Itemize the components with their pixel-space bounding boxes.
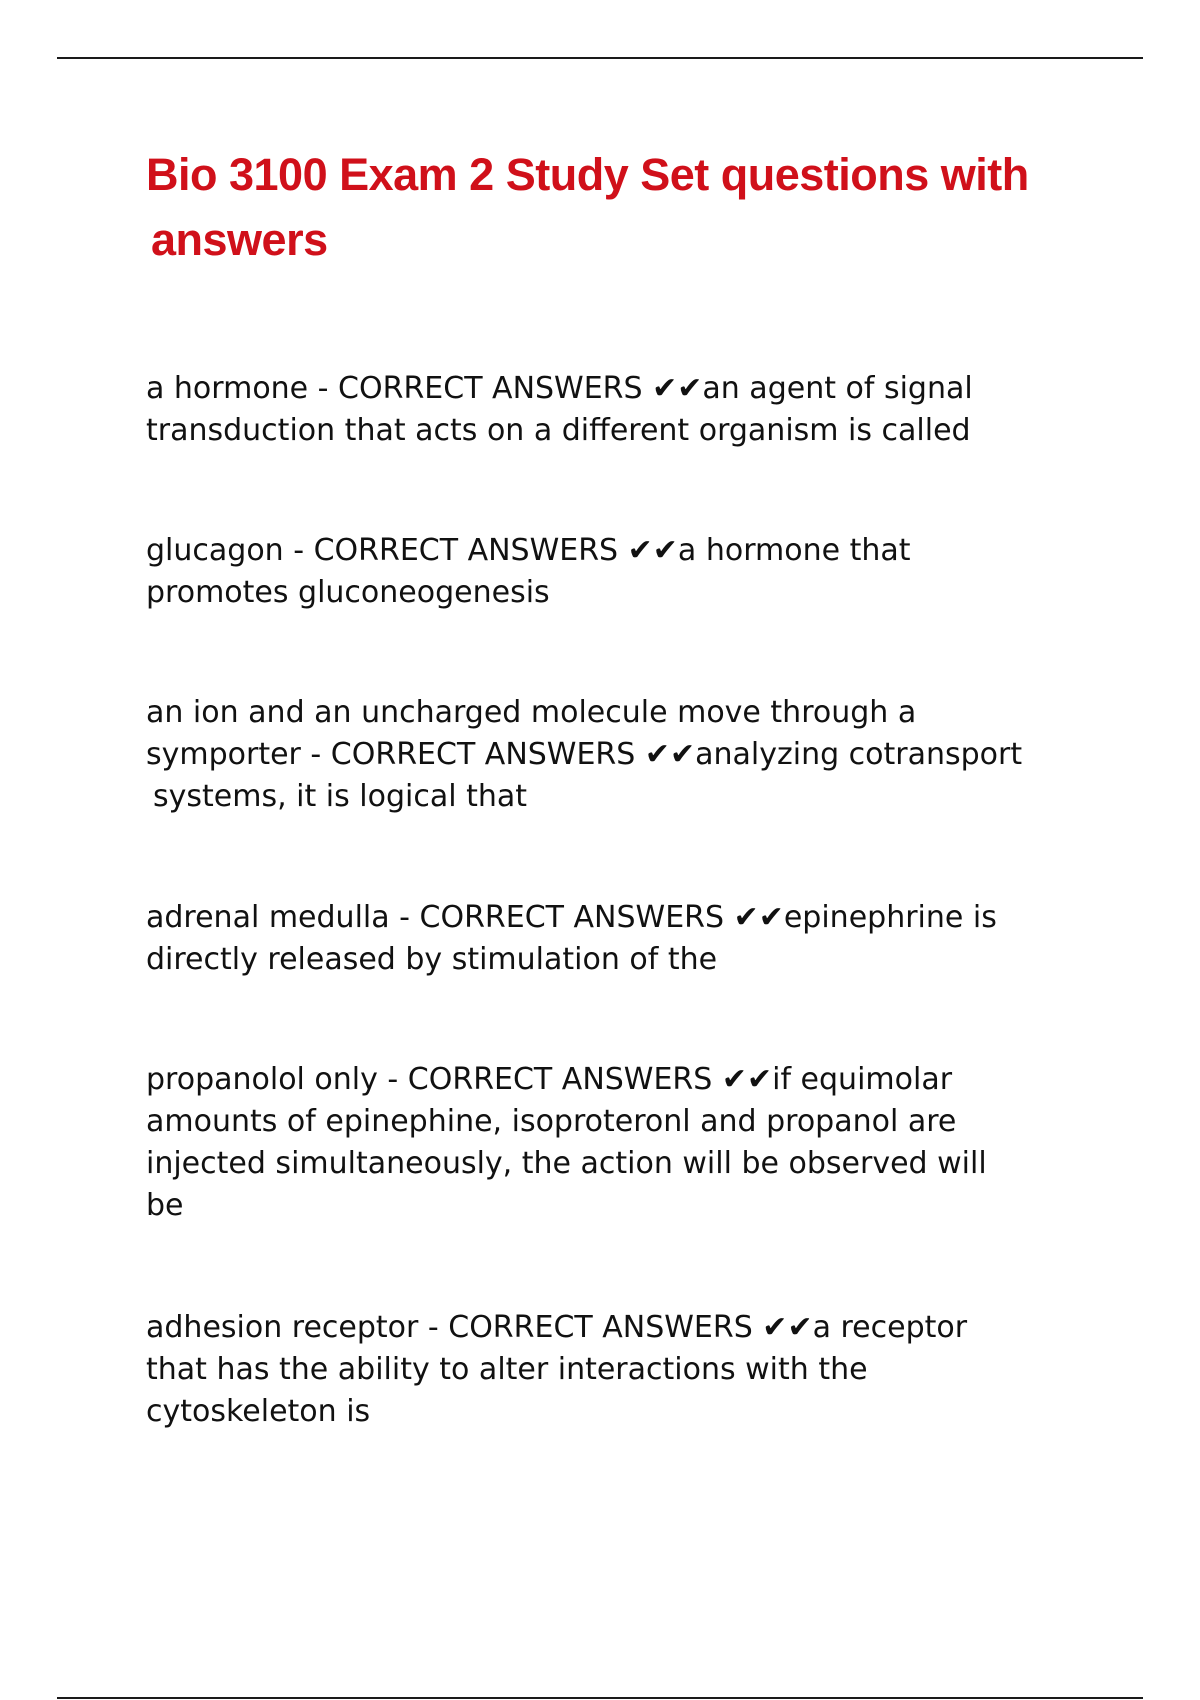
qa-line: injected simultaneously, the action will be observed will xyxy=(146,1146,987,1181)
qa-line: an ion and an uncharged molecule move through a xyxy=(146,695,917,730)
qa-line: transduction that acts on a different organism is called xyxy=(146,413,971,448)
qa-line: symporter - CORRECT ANSWERS ✔✔analyzing cotransport xyxy=(146,737,1023,772)
page-title-line: answers xyxy=(151,214,328,265)
qa-line: that has the ability to alter interactions with the xyxy=(146,1352,868,1387)
qa-line: promotes gluconeogenesis xyxy=(146,575,550,610)
qa-entry xyxy=(146,897,1106,981)
qa-line: directly released by stimulation of the xyxy=(146,942,718,977)
qa-line: amounts of epinephine, isoproteronl and propanol are xyxy=(146,1104,957,1139)
page-title-line: Bio 3100 Exam 2 Study Set questions with xyxy=(146,149,1029,200)
qa-line: cytoskeleton is xyxy=(146,1394,371,1429)
qa-line: a hormone - CORRECT ANSWERS ✔✔an agent of signal xyxy=(146,371,973,406)
qa-line: adrenal medulla - CORRECT ANSWERS ✔✔epinephrine is xyxy=(146,900,997,935)
qa-line: systems, it is logical that xyxy=(153,779,528,814)
qa-entry xyxy=(146,1307,1106,1433)
qa-entry xyxy=(146,692,1106,818)
header-rule xyxy=(57,57,1143,59)
qa-line: adhesion receptor - CORRECT ANSWERS ✔✔a receptor xyxy=(146,1310,968,1345)
qa-entry xyxy=(146,368,1106,452)
qa-line: propanolol only - CORRECT ANSWERS ✔✔if equimolar xyxy=(146,1062,953,1097)
qa-entry xyxy=(146,530,1106,614)
page-title xyxy=(146,142,1106,272)
qa-line: be xyxy=(146,1188,184,1223)
footer-rule xyxy=(57,1697,1143,1699)
qa-line: glucagon - CORRECT ANSWERS ✔✔a hormone that xyxy=(146,533,911,568)
qa-entry xyxy=(146,1059,1106,1227)
